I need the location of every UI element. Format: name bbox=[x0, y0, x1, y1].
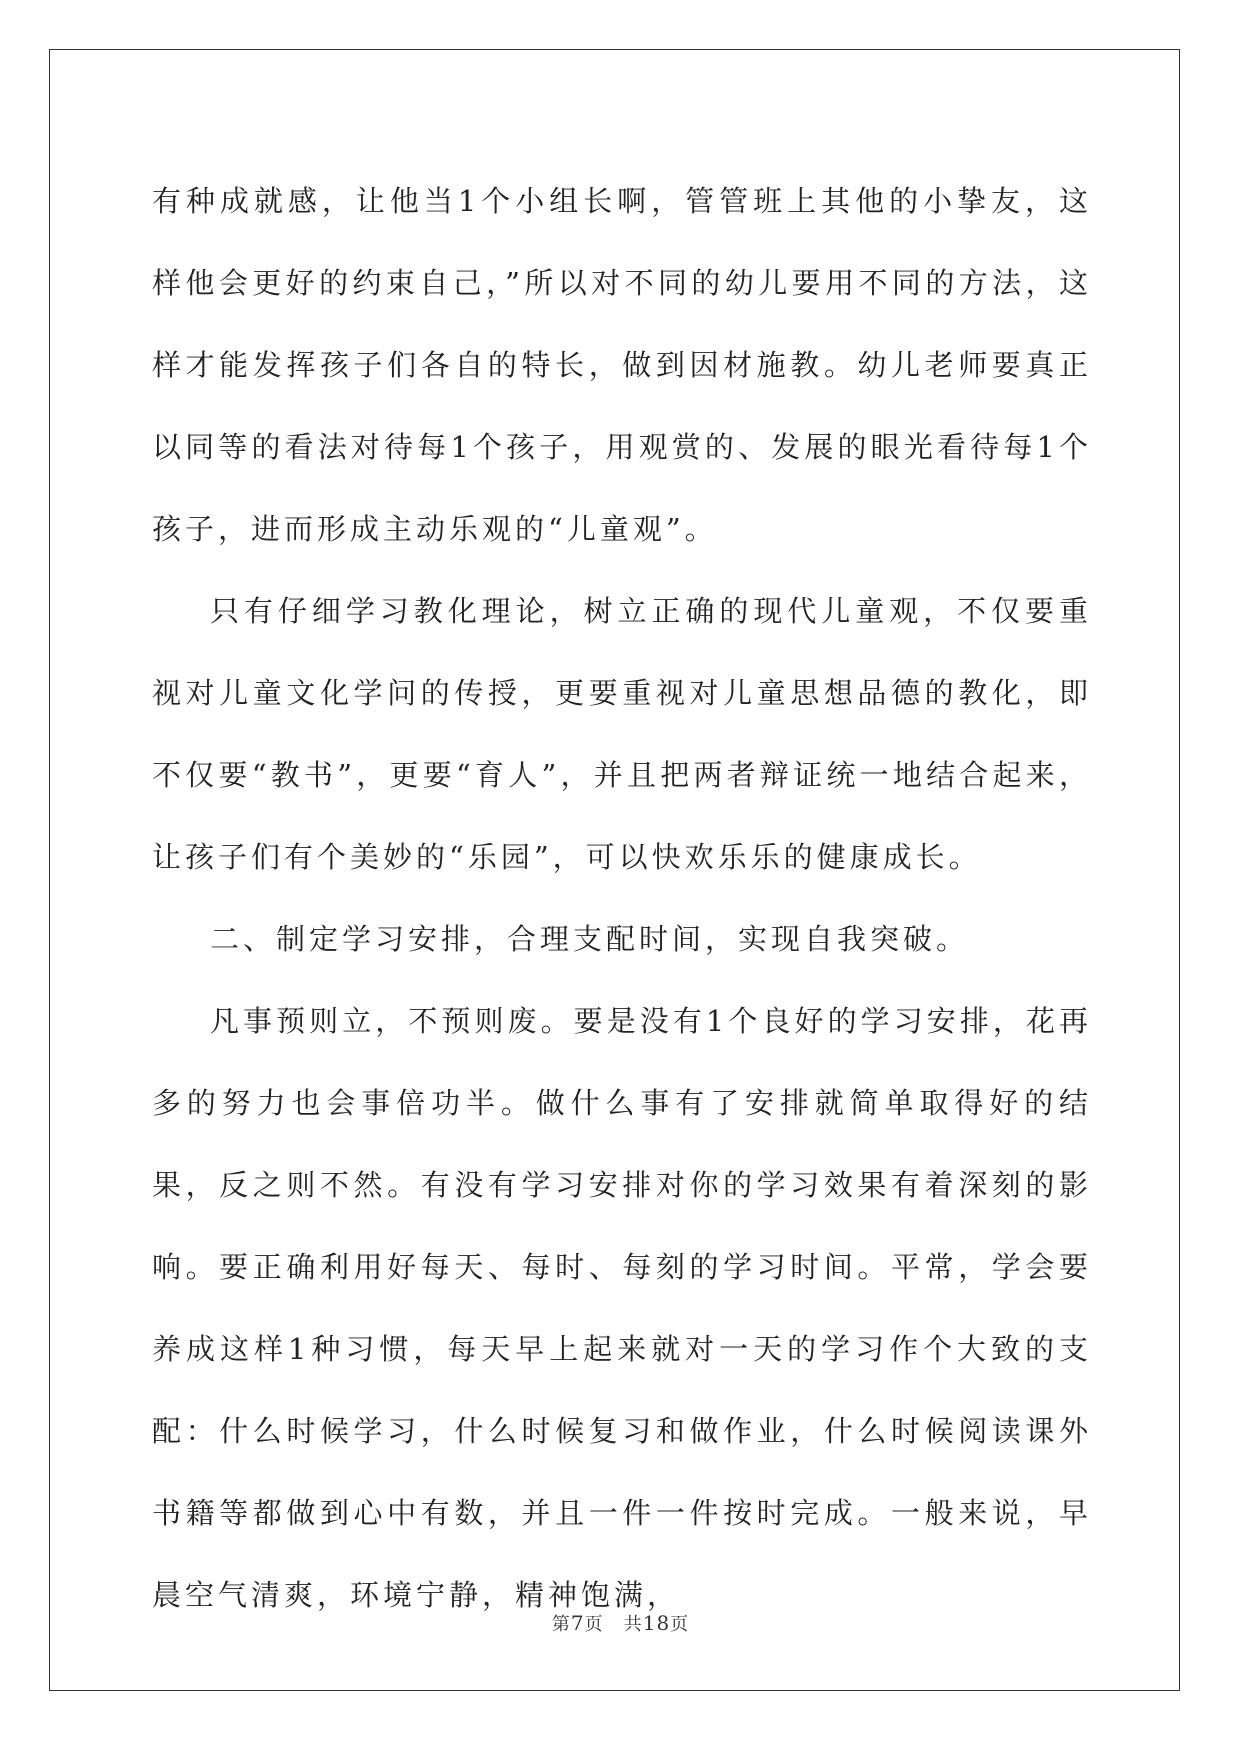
page-footer bbox=[0, 1610, 1241, 1636]
document-body bbox=[152, 160, 1092, 1636]
paragraph-2: 只有仔细学习教化理论，树立正确的现代儿童观，不仅要重视对儿童文化学问的传授，更要重视对儿童思想品德的教化，即不仅要“教书”，更要“育人”，并且把两者辩证统一地结合起来，让孩子们有个美妙的“乐园”，可以快欢乐乐的健康成长。 bbox=[152, 594, 1092, 874]
paragraph-3-heading: 二、制定学习安排，合理支配时间，实现自我突破。 bbox=[210, 922, 970, 956]
total-label-suffix: 页 bbox=[670, 1614, 690, 1635]
paragraph-4: 凡事预则立，不预则废。要是没有1个良好的学习安排，花再多的努力也会事倍功半。做什么事有了安排就简单取得好的结果，反之则不然。有没有学习安排对你的学习效果有着深刻的影响。要正确利用好每天、每时、每刻的学习时间。平常，学会要养成这样1种习惯，每天早上起来就对一天的学习作个大致的支配：什么时候学习，什么时候复习和做作业，什么时候阅读课外书籍等都做到心中有数，并且一件一件按时完成。一般来说，早晨空气清爽，环境宁静，精神饱满， bbox=[152, 1004, 1092, 1612]
page-current: 7 bbox=[570, 1611, 585, 1635]
page-label-mid: 页 bbox=[584, 1614, 604, 1635]
paragraph-1: 有种成就感，让他当1个小组长啊，管管班上其他的小挚友，这样他会更好的约束自己，”所以对不同的幼儿要用不同的方法，这样才能发挥孩子们各自的特长，做到因材施教。幼儿老师要真正以同等的看法对待每1个孩子，用观赏的、发展的眼光看待每1个孩子，进而形成主动乐观的“儿童观”。 bbox=[152, 184, 1092, 546]
page-total: 18 bbox=[642, 1611, 671, 1635]
total-label-prefix: 共 bbox=[623, 1614, 643, 1635]
page-label-prefix: 第 bbox=[551, 1614, 571, 1635]
